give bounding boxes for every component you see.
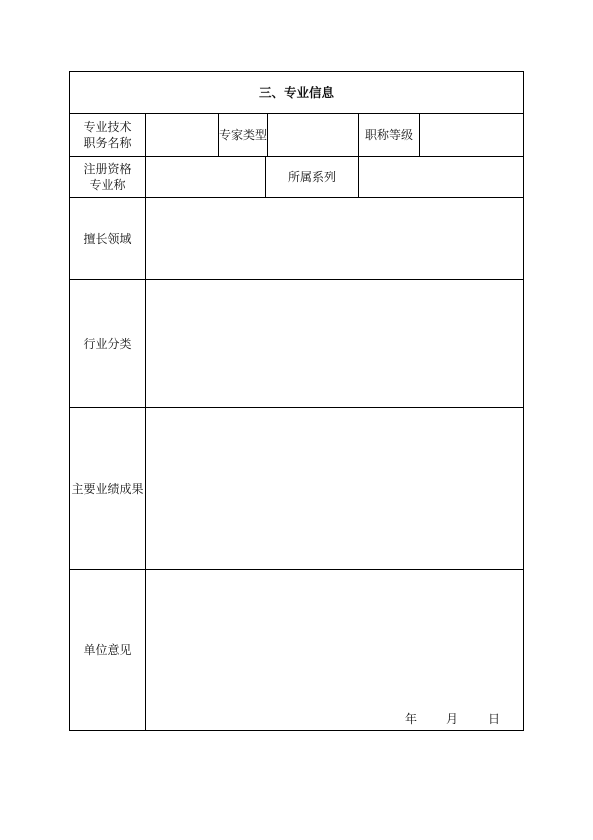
series-field[interactable]	[359, 157, 523, 197]
expertise-field[interactable]	[146, 198, 523, 279]
date-day-label: 日	[488, 712, 501, 726]
series-label: 所属系列	[287, 170, 336, 184]
date-month-label: 月	[446, 712, 459, 726]
unit-opinion-field[interactable]	[146, 570, 523, 730]
rank-label: 职称等级	[364, 128, 413, 142]
rank-field[interactable]	[420, 114, 523, 156]
registration-cert-field[interactable]	[146, 157, 265, 197]
industry-field[interactable]	[146, 280, 523, 407]
registration-cert-label	[70, 157, 145, 197]
industry-label: 行业分类	[83, 336, 132, 351]
job-title-label-line2: 职务名称	[83, 136, 132, 150]
expertise-label: 擅长领域	[83, 231, 132, 246]
job-title-label-line1: 专业技术	[83, 120, 132, 134]
achievements-label: 主要业绩成果	[71, 481, 144, 496]
section-title: 三、专业信息	[258, 84, 334, 100]
registration-cert-label-line1: 注册资格	[83, 162, 132, 176]
job-title-field[interactable]	[146, 114, 218, 156]
unit-opinion-label: 单位意见	[83, 643, 132, 657]
job-title-label	[70, 114, 145, 156]
date-year-label: 年	[405, 712, 418, 726]
achievements-field[interactable]	[146, 408, 523, 569]
professional-info-form	[69, 71, 524, 731]
expert-type-field[interactable]	[268, 114, 358, 156]
registration-cert-label-line2: 专业称	[89, 178, 126, 192]
expert-type-label: 专家类型	[219, 128, 268, 142]
